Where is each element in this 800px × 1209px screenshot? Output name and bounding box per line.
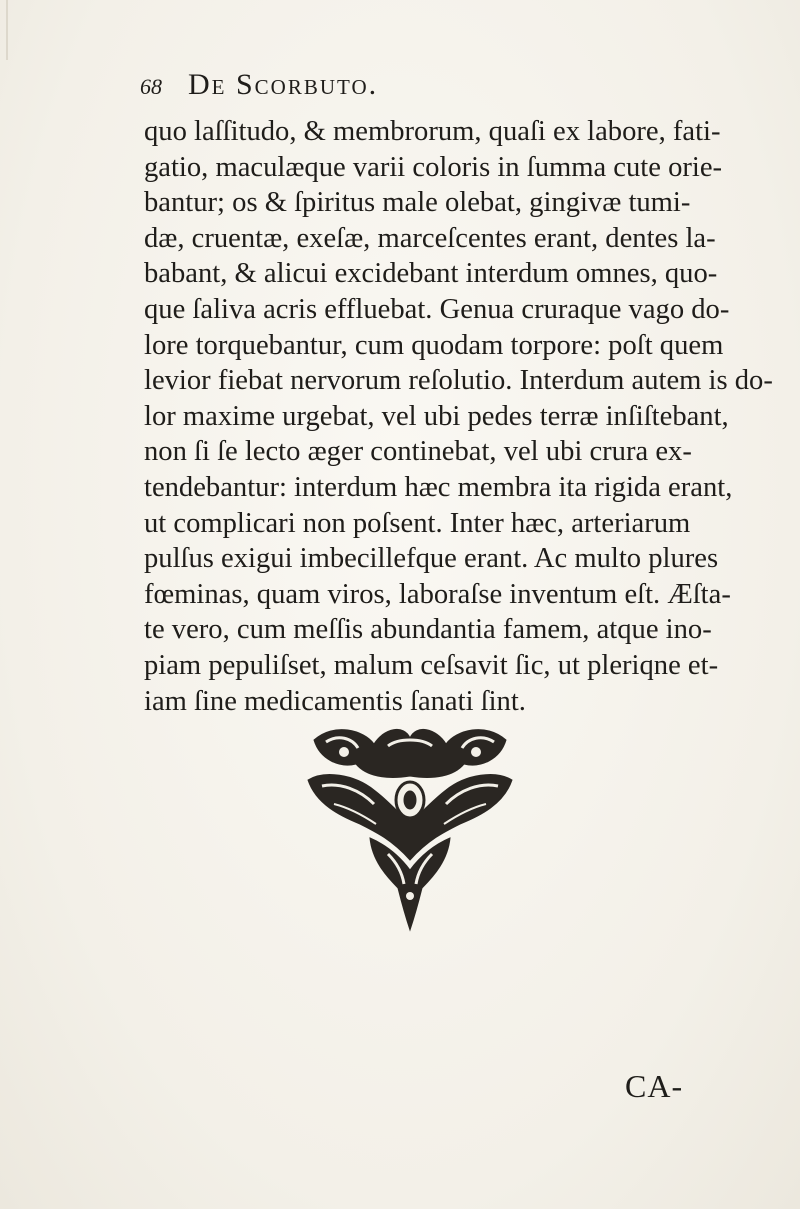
text-line: lor maxime urgebat, vel ubi pedes terræ inſiſtebant,	[144, 400, 729, 432]
text-line: quo laſſitudo, & membrorum, quaſi ex labore, fati-	[144, 116, 721, 147]
page-number: 68	[140, 74, 162, 99]
text-line: fœminas, quam viros, laboraſse inventum eſt. Æſta-	[144, 578, 731, 610]
text-line: iam ſine medicamentis ſanati ſint.	[144, 685, 526, 717]
text-line: babant, & alicui excidebant interdum omnes, quo-	[144, 258, 718, 290]
text-line: lore torquebantur, cum quodam torpore: poſt quem	[144, 329, 724, 361]
text-line: non ſi ſe lecto æger continebat, vel ubi crura ex-	[144, 436, 692, 468]
page-edge-shadow	[6, 0, 8, 60]
running-head	[140, 68, 660, 108]
text-line: levior fiebat nervorum reſolutio. Interdum autem is do-	[144, 365, 773, 397]
text-line: piam pepuliſset, malum ceſsavit ſic, ut pleriqne et-	[144, 649, 719, 681]
text-line: dæ, cruentæ, exeſæ, marceſcentes erant, dentes la-	[144, 222, 716, 254]
text-line: pulſus exigui imbecillefque erant. Ac multo plures	[144, 543, 719, 575]
running-head-title: De Scorbuto.	[188, 68, 379, 101]
text-line: gatio, maculæque varii coloris in ſumma cute orie-	[144, 151, 723, 183]
text-line: ut complicari non poſsent. Inter hæc, arteriarum	[144, 507, 691, 539]
text-line: tendebantur: interdum hæc membra ita rigida erant,	[144, 471, 733, 503]
catchword: CA-	[625, 1068, 684, 1104]
tailpiece-ornament	[304, 720, 516, 934]
text-line: que ſaliva acris effluebat. Genua cruraque vago do-	[144, 293, 730, 325]
text-line: te vero, cum meſſis abundantia famem, atque ino-	[144, 614, 712, 646]
text-line: bantur; os & ſpiritus male olebat, gingivæ tumi-	[144, 187, 691, 219]
body-text	[144, 114, 773, 719]
